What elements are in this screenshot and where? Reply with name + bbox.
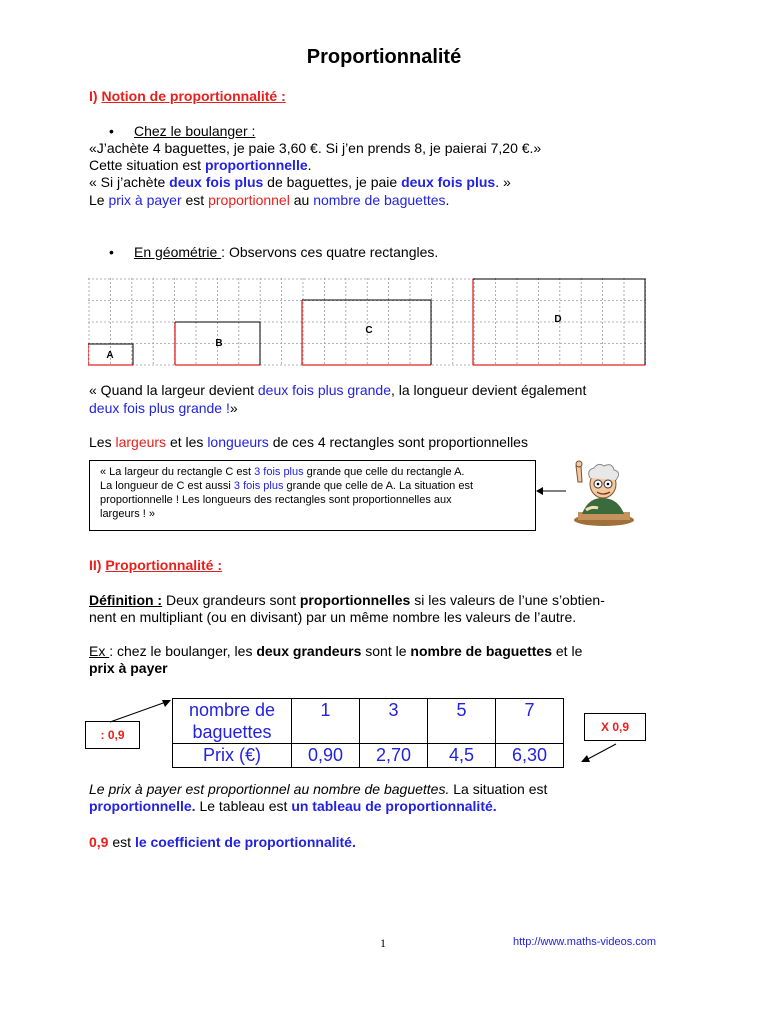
section-1-title: Notion de proportionnalité : — [101, 88, 286, 104]
arrow-up-left-icon — [108, 698, 172, 724]
rectangle-d-label: D — [554, 314, 562, 325]
callout-box — [89, 460, 536, 531]
conclusion-line-2: proportionnelle. Le tableau est un tableau de proportionnalité. — [89, 798, 497, 814]
definition-line-2: nent en multipliant (ou en divisant) par un même nombre les valeurs de l’autre. — [89, 609, 577, 625]
bullet-geometry: En géométrie : Observons ces quatre rectangles. — [134, 244, 439, 260]
table-header-baguettes: nombre de baguettes — [173, 699, 292, 744]
callout-line-2: La longueur de C est aussi 3 fois plus grande que celle de A. La situation est — [100, 480, 474, 492]
divide-coefficient-box: : 0,9 — [85, 721, 140, 749]
rectangle-c-label: C — [365, 325, 373, 336]
baker-line-4: Le prix à payer est proportionnel au nombre de baguettes. — [89, 192, 450, 208]
section-1-heading — [89, 88, 286, 105]
quote-line-2: deux fois plus grande !» — [89, 400, 238, 416]
callout-line-4: largeurs ! » — [100, 508, 156, 520]
section-2-heading — [89, 557, 222, 574]
example-line-2: prix à payer — [89, 660, 168, 676]
rectangle-d — [473, 279, 645, 365]
table-row — [173, 699, 564, 744]
rectangle-a-label: A — [106, 350, 114, 361]
table-header-prix: Prix (€) — [173, 744, 292, 768]
definition-label: Définition : — [89, 592, 163, 608]
baker-line-1: «J’achète 4 baguettes, je paie 3,60 €. Si j’en prends 8, je paierai 7,20 €.» — [89, 140, 542, 156]
multiply-coefficient-box: X 0,9 — [584, 713, 646, 741]
rectangle-b-label: B — [215, 338, 223, 349]
example-label: Ex — [89, 643, 110, 659]
arrow-down-right-icon — [580, 742, 620, 764]
table-cell: 6,30 — [496, 744, 564, 768]
definition-line-1: Définition : Deux grandeurs sont proportionnelles si les valeurs de l’une s’obtien- — [89, 592, 605, 608]
section-2-title: Proportionnalité : — [105, 557, 223, 573]
footer-link[interactable]: http://www.maths-videos.com — [513, 936, 657, 948]
table-cell: 2,70 — [360, 744, 428, 768]
table-cell: 3 — [360, 699, 428, 744]
professor-illustration-icon — [568, 458, 638, 526]
table-cell: 4,5 — [428, 744, 496, 768]
grid-lines — [88, 278, 646, 366]
proportional-sides-line: Les largeurs et les longueurs de ces 4 rectangles sont proportionnelles — [89, 434, 528, 450]
callout-line-3: proportionnelle ! Les longueurs des rectangles sont proportionnelles aux — [100, 494, 452, 506]
conclusion-line-1: Le prix à payer est proportionnel au nombre de baguettes. La situation est — [89, 781, 548, 797]
bullet-baker: Chez le boulanger : — [134, 123, 256, 139]
section-1-number: I) — [89, 88, 98, 104]
proportionality-table — [172, 698, 564, 768]
table-cell: 1 — [292, 699, 360, 744]
example-line-1: Ex : chez le boulanger, les deux grandeurs sont le nombre de baguettes et le — [89, 643, 583, 659]
coefficient-line: 0,9 est le coefficient de proportionnalité. — [89, 834, 356, 850]
quote-line-1: « Quand la largeur devient deux fois plus grande, la longueur devient également — [89, 382, 587, 398]
rectangles-grid — [88, 278, 646, 366]
section-2-number: II) — [89, 557, 102, 573]
bullet-dot-1: • — [109, 123, 114, 139]
table-row — [173, 744, 564, 768]
table-cell: 7 — [496, 699, 564, 744]
table-cell: 0,90 — [292, 744, 360, 768]
arrow-icon — [536, 484, 568, 498]
table-cell: 5 — [428, 699, 496, 744]
baker-line-3: « Si j’achète deux fois plus de baguettes, je paie deux fois plus. » — [89, 174, 511, 190]
page-number: 1 — [380, 936, 386, 950]
bullet-dot-2: • — [109, 244, 114, 260]
baker-line-2: Cette situation est proportionnelle. — [89, 157, 312, 173]
callout-line-1: « La largeur du rectangle C est 3 fois plus grande que celle du rectangle A. — [100, 466, 465, 478]
rectangle-c — [302, 300, 431, 365]
page-title: Proportionnalité — [306, 46, 462, 68]
